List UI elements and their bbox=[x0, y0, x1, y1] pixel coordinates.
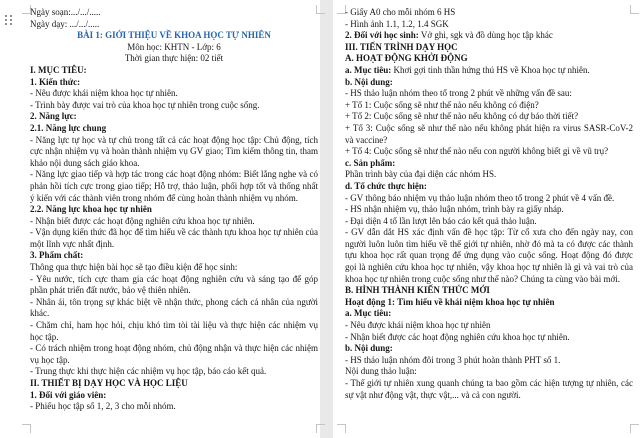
page-gutter bbox=[320, 0, 333, 438]
paragraph: - HS nhận nhiệm vụ, thảo luận nhóm, trình bày ra giấy nháp. bbox=[345, 204, 564, 215]
paragraph: + Tổ 1: Cuộc sống sẽ như thế nào nếu không có điện? bbox=[345, 99, 539, 110]
paragraph: 2.1. Năng lực chung bbox=[30, 122, 107, 133]
paragraph: - Năng lực giao tiếp và hợp tác trong các hoạt động nhóm: Biết lắng nghe và có phản hồi tích cực trong giao tiếp; Hỗ trợ, thảo luận, phối hợp tốt và thống nhất ý kiến với các thành viên trong nhóm để cùng hoàn thành nhiệm vụ nhóm. bbox=[30, 169, 318, 203]
margin-corner-mark bbox=[630, 424, 639, 433]
paragraph: III. TIẾN TRÌNH DẠY HỌC bbox=[345, 41, 458, 52]
paragraph: - HS thảo luận nhóm theo tổ trong 2 phút về những vấn đề sau: bbox=[345, 88, 572, 99]
paragraph: - Trình bày được vai trò của khoa học tự nhiên trong cuộc sống. bbox=[30, 99, 260, 110]
paragraph: I. MỤC TIÊU: bbox=[30, 64, 87, 75]
paragraph: - Nhận biết được các hoạt động nghiên cứu khoa học tự nhiên. bbox=[30, 215, 255, 226]
paragraph: 2.2. Năng lực khoa học tự nhiên bbox=[30, 204, 152, 215]
paragraph: II. THIẾT BỊ DẠY HỌC VÀ HỌC LIỆU bbox=[30, 378, 188, 388]
paragraph: - Đại diện 4 tổ lần lượt lên báo cáo kết quả thảo luận. bbox=[345, 215, 537, 226]
paragraph: Hoạt động 1: Tìm hiểu về khái niệm khoa học tự nhiên bbox=[345, 296, 555, 307]
page-1-text[interactable] bbox=[30, 7, 318, 413]
margin-corner-mark bbox=[316, 424, 325, 433]
paragraph: 3. Phẩm chất: bbox=[30, 250, 84, 261]
paragraph: 2. Đối với học sinh: Vở ghi, sgk và đồ dùng học tập khác bbox=[345, 30, 553, 41]
paragraph: - Hình ảnh 1.1, 1.2, 1.4 SGK bbox=[345, 18, 449, 29]
page-2-text[interactable] bbox=[345, 7, 633, 401]
paragraph: - Năng lực tự học và tự chủ trong tất cả các hoạt động học tập: Chủ động, tích cực nhận nhiệm vụ và hoàn thành nhiệm vụ GV giao; Tìm kiếm thông tin, tham khảo nội dung sách giáo khoa. bbox=[30, 134, 318, 168]
paragraph: Thông qua thực hiện bài học sẽ tạo điều kiện để học sinh: bbox=[30, 262, 238, 273]
paragraph: - HS thảo luận nhóm đôi trong 3 phút hoàn thành PHT số 1. bbox=[345, 354, 561, 365]
paragraph: a. Mục tiêu: Khơi gợi tinh thần hứng thú HS về Khoa học tự nhiên. bbox=[345, 64, 590, 75]
paragraph: - Giấy A0 cho mỗi nhóm 6 HS bbox=[345, 7, 456, 17]
paragraph: + Tổ 4: Cuộc sống sẽ như thế nào nếu con người không biết gì về vũ trụ? bbox=[345, 146, 609, 157]
paragraph: A. HOẠT ĐỘNG KHỞI ĐỘNG bbox=[345, 53, 468, 64]
paragraph: Phần trình bày của đại diện các nhóm HS. bbox=[345, 169, 497, 180]
paragraph: b. Nội dung: bbox=[345, 343, 393, 354]
paragraph: + Tổ 3: Cuộc sống sẽ như thế nào nếu không phát hiện ra virus SASR-CoV-2 và vaccine? bbox=[345, 122, 633, 145]
paragraph: - Chăm chỉ, ham học hỏi, chịu khó tìm tòi tài liệu và thực hiện các nhiệm vụ học tập. bbox=[30, 320, 318, 342]
paragraph: - GV thông báo nhiệm vụ thảo luận nhóm theo tổ trong 2 phút về 4 vấn đề. bbox=[345, 192, 615, 203]
paragraph: - Phiếu học tập số 1, 2, 3 cho mỗi nhóm. bbox=[30, 401, 176, 412]
paragraph: - Nhận biết được các hoạt động nghiên cứu khoa học tự nhiên. bbox=[345, 331, 570, 342]
paragraph: - Trung thực khi thực hiện các nhiệm vụ học tập, báo cáo kết quả. bbox=[30, 366, 267, 377]
document-title: BÀI 1: GIỚI THIỆU VỀ KHOA HỌC TỰ NHIÊN bbox=[77, 30, 271, 41]
paragraph: Nội dung thảo luận: bbox=[345, 366, 417, 377]
drag-handle-icon[interactable] bbox=[4, 14, 14, 26]
paragraph: a. Mục tiêu: bbox=[345, 308, 392, 319]
paragraph: d. Tổ chức thực hiện: bbox=[345, 180, 427, 191]
paragraph: 1. Kiến thức: bbox=[30, 76, 81, 87]
paragraph: 2. Năng lực: bbox=[30, 111, 77, 122]
paragraph: - Thế giới tự nhiên xung quanh chúng ta bao gồm các hiện tượng tự nhiên, các sự vật như động vật, thực vật,... và cả con người. bbox=[345, 378, 633, 400]
paragraph: - Nêu được khái niệm khoa học tự nhiên. bbox=[30, 88, 178, 99]
paragraph: Thời gian thực hiện: 02 tiết bbox=[124, 53, 224, 64]
paragraph: - Vận dụng kiến thức đã học để tìm hiểu về các thành tựu khoa học tự nhiên của một lĩnh vực nhất định. bbox=[30, 227, 318, 249]
paragraph: Ngày dạy: .../.../..... bbox=[30, 18, 100, 29]
paragraph: - GV dẫn dắt HS xác định vấn đề học tập: Từ cổ xưa cho đến ngày nay, con người luôn luôn tìm hiểu về thế giới tự nhiên, nhờ đó mà ta có được các thành tựu khoa học rất quan trọng để ứng dụng vào cuộc sống. Hoạt động đó được gọi là nghiên cứu khoa học tự nhiên, vậy khoa học tự nhiên là gì và vai trò của khoa học tự nhiên trong cuộc sống như thế nào? Chúng ta cùng vào bài mới. bbox=[345, 227, 633, 284]
margin-corner-mark bbox=[22, 424, 31, 433]
paragraph: - Nhân ái, tôn trọng sự khác biệt về nhận thức, phong cách cá nhân của người khác. bbox=[30, 296, 318, 319]
paragraph: 1. Đối với giáo viên: bbox=[30, 389, 107, 400]
paragraph: + Tổ 2: Cuộc sống sẽ như thế nào nếu không có dự báo thời tiết? bbox=[345, 111, 579, 122]
paragraph: - Nêu được khái niệm khoa học tự nhiên bbox=[345, 320, 491, 331]
paragraph: - Yêu nước, tích cực tham gia các hoạt động nghiên cứu và sáng tạo để góp phần phát triển đất nước, bảo vệ thiên nhiên. bbox=[30, 273, 318, 296]
margin-corner-mark bbox=[337, 424, 346, 433]
paragraph: - Có trách nhiệm trong hoạt động nhóm, chủ động nhận và thực hiện các nhiệm vụ học tập. bbox=[30, 343, 318, 365]
paragraph: b. Nội dung: bbox=[345, 76, 393, 87]
paragraph: c. Sản phẩm: bbox=[345, 157, 396, 168]
paragraph: Môn học: KHTN - Lớp: 6 bbox=[127, 41, 221, 52]
paragraph: B. HÌNH THÀNH KIẾN THỨC MỚI bbox=[345, 285, 490, 296]
paragraph: Ngày soạn:.../.../..... bbox=[30, 7, 101, 17]
